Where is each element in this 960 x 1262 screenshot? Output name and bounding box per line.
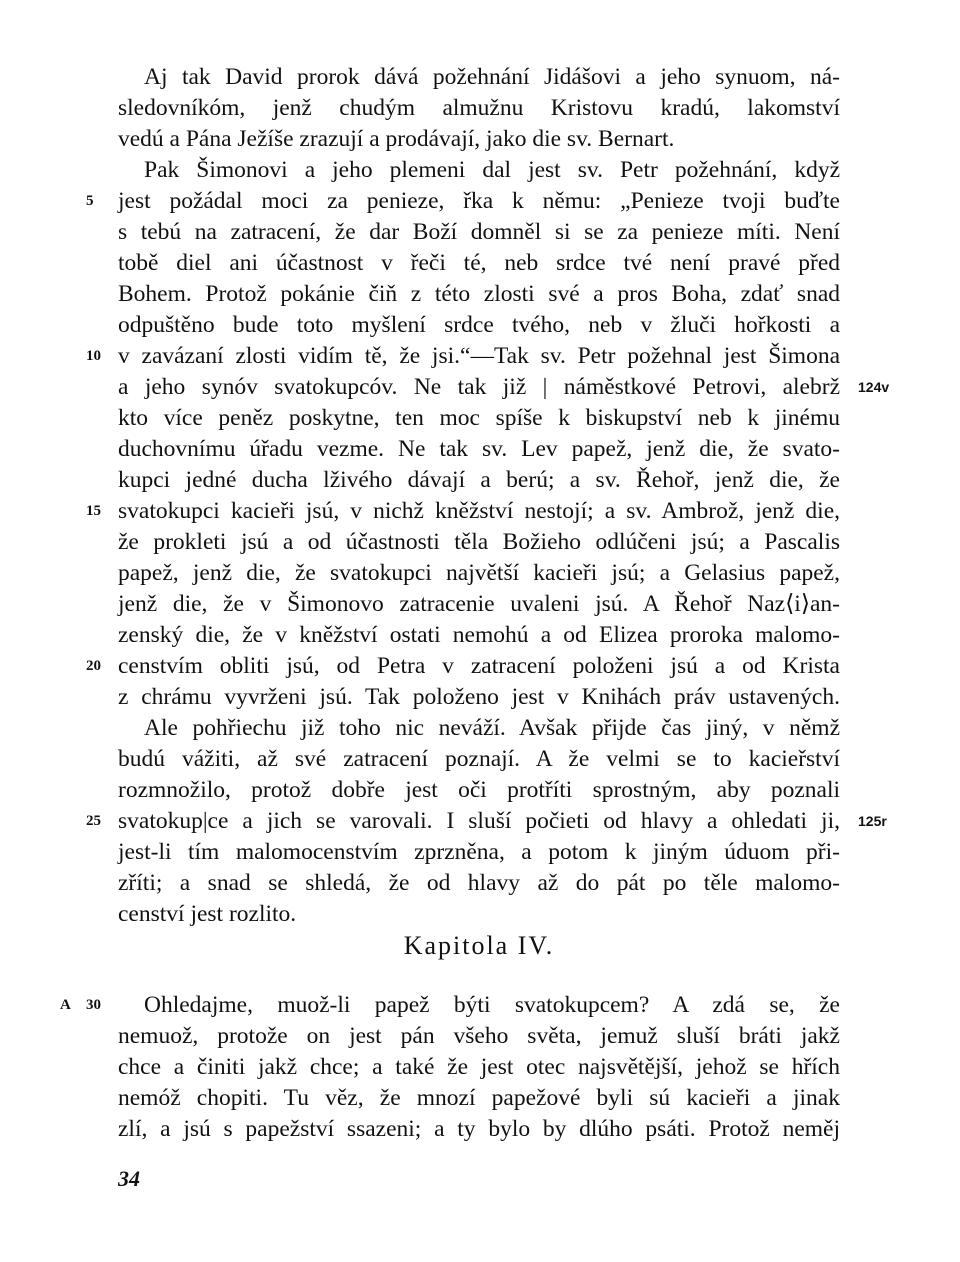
text-line: Ale pohřiechu již toho nic neváží. Avšak přijde čas jiný, v němž: [144, 715, 840, 741]
line-number: 15: [86, 503, 101, 519]
text-line: svatokup|ce a jich se varovali. I sluší počieti od hlavy a ohledati ji,: [118, 808, 840, 834]
text-line: odpuštěno bude toto myšlení srdce tvého, neb v žluči hořkosti a: [118, 312, 840, 338]
text-line: kto více peněz poskytne, ten moc spíše k biskupství neb k jinému: [118, 405, 840, 431]
chapter-heading: Kapitola IV.: [403, 931, 555, 960]
folio-marker: 124v: [858, 379, 890, 395]
line-number: 25: [86, 813, 101, 829]
text-line: a jeho synóv svatokupcóv. Ne tak již | náměstkové Petrovi, alebrž: [118, 374, 840, 400]
text-line: Aj tak David prorok dává požehnání Jidášovi a jeho synuom, ná-: [144, 64, 840, 90]
text-line: zlí, a jsú s papežství ssazeni; a ty bylo by dlúho psáti. Protož neměj: [118, 1116, 840, 1142]
margin-mark: A: [60, 997, 71, 1013]
text-line: jest-li tím malomocenstvím zprzněna, a potom k jiným úduom při-: [118, 839, 840, 865]
text-line: duchovnímu úřadu vezme. Ne tak sv. Lev papež, jenž die, že svato-: [118, 436, 840, 462]
line-number: 20: [86, 658, 101, 674]
text-line: Ohledajme, muož-li papež býti svatokupcem? A zdá se, že: [144, 992, 840, 1018]
text-line: zenský die, že v kněžství ostati nemohú a od Elizea proroka malomo-: [118, 622, 840, 648]
text-line: vedú a Pána Ježíše zrazují a prodávají, jako die sv. Bernart.: [118, 126, 675, 152]
text-line: s tebú na zatracení, že dar Boží domněl si se za penieze míti. Není: [118, 219, 840, 245]
line-number: 10: [86, 348, 101, 364]
text-line: že prokleti jsú a od účastnosti těla Božieho odlúčeni jsú; a Pascalis: [118, 529, 840, 555]
text-line: Bohem. Protož pokánie čiň z této zlosti své a pros Boha, zdať snad: [118, 281, 840, 307]
page-number: 34: [118, 1166, 140, 1191]
text-line: Pak Šimonovi a jeho plemeni dal jest sv. Petr požehnání, když: [144, 157, 840, 183]
text-line: z chrámu vyvrženi jsú. Tak položeno jest v Knihách práv ustavených.: [118, 684, 840, 710]
text-line: nemuož, protože on jest pán všeho světa, jemuž sluší bráti jakž: [118, 1023, 840, 1049]
text-line: svatokupci kacieři jsú, v nichž kněžství nestojí; a sv. Ambrož, jenž die,: [118, 498, 840, 524]
text-line: kupci jedné ducha lživého dávají a berú; a sv. Řehoř, jenž die, že: [118, 467, 840, 493]
text-line: budú vážiti, až své zatracení poznají. A že velmi se to kacieřství: [118, 746, 840, 772]
line-number: 5: [86, 193, 94, 209]
text-line: jest požádal moci za penieze, řka k němu: „Penieze tvoji buďte: [118, 188, 840, 214]
text-line: v zavázaní zlosti vidím tě, že jsi.“—Tak sv. Petr požehnal jest Šimona: [118, 343, 840, 369]
text-line: censtvím obliti jsú, od Petra v zatracení položeni jsú a od Krista: [118, 653, 840, 679]
text-line: jenž die, že v Šimonovo zatracenie uvaleni jsú. A Řehoř Naz⟨i⟩an-: [118, 591, 840, 617]
folio-marker: 125r: [858, 813, 887, 829]
text-line: sledovníkóm, jenž chudým almužnu Kristovu kradú, lakomství: [118, 95, 840, 121]
text-line: chce a činiti jakž chce; a také že jest otec najsvětější, jehož se hřích: [118, 1054, 840, 1080]
text-line: cenství jest rozlito.: [118, 901, 297, 927]
line-number: 30: [86, 997, 101, 1013]
text-line: nemóž chopiti. Tu věz, že mnozí papežové byli sú kacieři a jinak: [118, 1085, 840, 1111]
text-line: rozmnožilo, protož dobře jest oči protříti sprostným, aby poznali: [118, 777, 840, 803]
text-line: papež, jenž die, že svatokupci najvětší kacieři jsú; a Gelasius papež,: [118, 560, 840, 586]
text-line: tobě diel ani účastnost v řeči té, neb srdce tvé není pravé před: [118, 250, 840, 276]
text-line: zříti; a snad se shledá, že od hlavy až do pát po těle malomo-: [118, 870, 840, 896]
